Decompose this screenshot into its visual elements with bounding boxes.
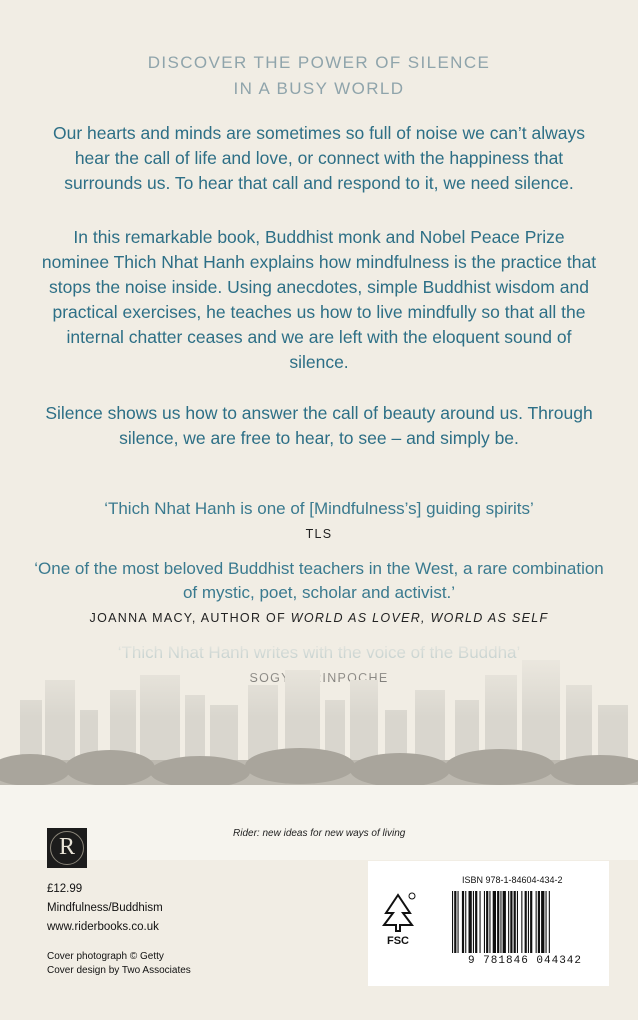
price: £12.99 — [47, 883, 83, 895]
website: www.riderbooks.co.uk — [47, 921, 159, 933]
barcode-bar — [473, 891, 474, 953]
barcode-digits: 9 781846 044342 — [467, 955, 583, 967]
headline-line-2: IN A BUSY WORLD — [233, 79, 405, 98]
barcode-bar — [528, 891, 529, 953]
fsc-logo — [378, 891, 422, 955]
design-credit: Cover design by Two Associates — [47, 965, 191, 976]
barcode-bar — [484, 891, 485, 953]
blurb-paragraph-3: Silence shows us how to answer the call of beauty around us. Through silence, we are free to hear, to see – and simply be. — [45, 403, 593, 448]
logo-letter: R — [58, 834, 75, 860]
barcode-bar — [510, 891, 512, 953]
barcode-bar — [514, 891, 516, 953]
barcode-bar — [497, 891, 499, 953]
barcode-bar — [508, 891, 509, 953]
review-quote-1: ‘Thich Nhat Hanh is one of [Mindfulness’s] guiding spirits’ — [104, 499, 534, 518]
barcode-bar — [503, 891, 506, 953]
barcode-bar — [452, 891, 453, 953]
rider-logo — [47, 828, 87, 868]
barcode-bar — [475, 891, 477, 953]
headline — [0, 50, 638, 102]
barcode-bar — [517, 891, 518, 953]
blurb-paragraph-1: Our hearts and minds are sometimes so full of noise we can’t always hear the call of life and love, or connect with the happiness that surrounds us. To hear that call and respond to it, we need silence. — [52, 123, 586, 193]
isbn-text: ISBN 978-1-84604-434-2 — [462, 875, 563, 885]
review-source-2-prefix: JOANNA MACY, AUTHOR OF — [89, 611, 291, 625]
review-source-1: TLS — [305, 527, 333, 541]
barcode-bar — [486, 891, 488, 953]
barcode-bar — [525, 891, 527, 953]
barcode-bar — [458, 891, 459, 953]
review-quote-2: ‘One of the most beloved Buddhist teachers in the West, a rare combination of mystic, poet, scholar and activist.’ — [34, 559, 604, 602]
barcode-bar — [469, 891, 472, 953]
barcode-bar — [549, 891, 550, 953]
publisher-tagline — [233, 828, 405, 839]
fsc-tree-icon — [378, 891, 418, 933]
barcode-bar — [538, 891, 540, 953]
barcode-bar — [480, 891, 481, 953]
barcode-bar — [465, 891, 466, 953]
barcode-bar — [546, 891, 547, 953]
barcode-bar — [462, 891, 464, 953]
imprint-tagline: new ideas for new ways of living — [262, 828, 406, 839]
review-source-2 — [30, 611, 608, 625]
barcode-image — [450, 891, 600, 953]
barcode-bar — [493, 891, 496, 953]
headline-line-1: DISCOVER THE POWER OF SILENCE — [147, 53, 491, 72]
fsc-label: FSC — [387, 935, 409, 947]
barcode-panel — [368, 861, 609, 986]
category: Mindfulness/Buddhism — [47, 902, 163, 914]
barcode-bar — [536, 891, 537, 953]
barcode-bar — [489, 891, 490, 953]
review-source-2-title: WORLD AS LOVER, WORLD AS SELF — [290, 611, 549, 625]
imprint-name: Rider: — [233, 828, 260, 839]
barcode-bar — [541, 891, 544, 953]
photo-credit: Cover photograph © Getty — [47, 951, 164, 962]
barcode-bar — [521, 891, 522, 953]
barcode-bar — [454, 891, 456, 953]
snowy-city-skyline-image — [0, 640, 638, 860]
barcode-bar — [500, 891, 501, 953]
blurb-paragraph-2: In this remarkable book, Buddhist monk and Nobel Peace Prize nominee Thich Nhat Hanh explains how mindfulness is the practice that stops the noise inside. Using anecdotes, simple Buddhist wisdom and practical exercises, he teaches us how to live mindfully so that all the internal chatter ceases and we are left with the eloquent sound of silence. — [41, 227, 597, 372]
barcode-bar — [530, 891, 532, 953]
